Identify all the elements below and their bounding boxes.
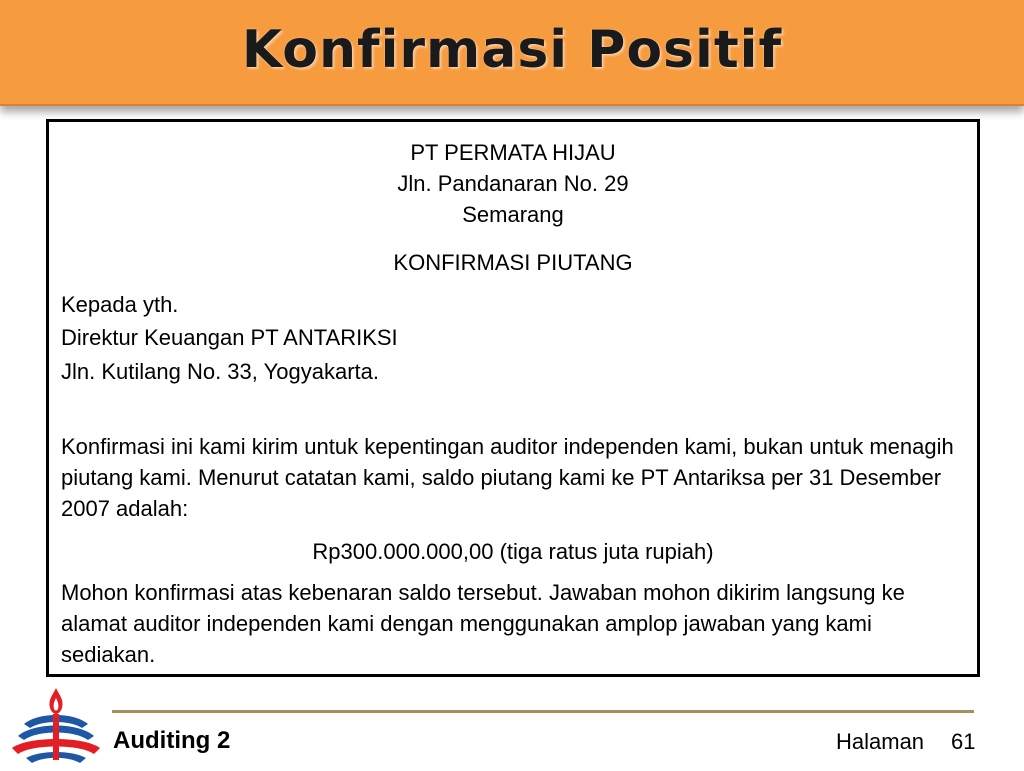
footer-page-label: Halaman: [836, 729, 925, 754]
amount-line: Rp300.000.000,00 (tiga ratus juta rupiah): [312, 539, 714, 564]
body-paragraph: Konfirmasi ini kami kirim untuk kepentingan auditor independen kami, bukan untuk menagih piutang kami. Menurut catatan kami, saldo piutang kami ke PT Antariksa per 31 Desember 2007 adalah:: [61, 434, 954, 521]
letter-company: PT PERMATA HIJAU: [410, 140, 616, 165]
logo: [4, 684, 108, 766]
letter-city: Semarang: [462, 202, 564, 227]
footer-rule: [112, 710, 974, 713]
recipient-salutation: Kepada yth.: [61, 292, 179, 317]
footer-page-number: 61: [951, 729, 976, 754]
recipient-address: Jln. Kutilang No. 33, Yogyakarta.: [61, 359, 379, 384]
closing-paragraph: Mohon konfirmasi atas kebenaran saldo tersebut. Jawaban mohon dikirim langsung ke alamat auditor independen kami dengan menggunakan amplop jawaban yang kami sediakan.: [61, 580, 905, 667]
letter-box: [46, 119, 980, 677]
letter-address: Jln. Pandanaran No. 29: [397, 171, 629, 196]
footer-course: Auditing 2: [113, 727, 231, 754]
slide-title: Konfirmasi Positif: [241, 20, 783, 80]
recipient-name: Direktur Keuangan PT ANTARIKSI: [61, 325, 398, 350]
title-bar: [0, 0, 1024, 106]
letter-heading: KONFIRMASI PIUTANG: [393, 250, 633, 275]
logo-icon: [4, 684, 108, 766]
